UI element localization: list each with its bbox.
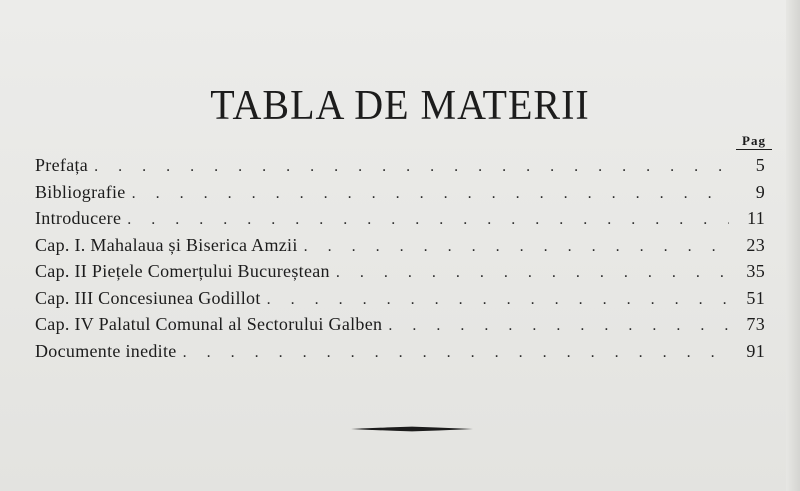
dot-leader	[388, 313, 729, 339]
toc-entry-chapter-3	[35, 285, 765, 312]
toc-entry-label: Prefața	[35, 155, 89, 175]
toc-entry-page: 73	[746, 314, 765, 334]
dot-leader	[127, 207, 729, 233]
toc-entry-bibliografie	[35, 179, 765, 206]
toc-entry-prefata	[35, 152, 765, 179]
dot-leader	[132, 181, 729, 207]
toc-entry-page: 51	[746, 287, 765, 308]
dot-leader	[336, 260, 729, 286]
toc-entry-label: Cap. II Piețele Comerțului Bucureștean	[35, 261, 330, 281]
toc-entry-page: 5	[755, 155, 765, 175]
table-of-contents	[35, 152, 765, 364]
dot-leader	[94, 154, 729, 180]
toc-entry-documente	[35, 338, 765, 365]
toc-entry-chapter-1	[35, 232, 765, 259]
toc-entry-label: Bibliografie	[35, 181, 126, 202]
dot-leader	[304, 234, 729, 260]
toc-entry-chapter-2	[35, 258, 765, 285]
toc-entry-label: Introducere	[35, 208, 122, 228]
dot-leader	[267, 287, 729, 313]
page-title: TABLA DE MATERII	[210, 81, 590, 129]
toc-entry-label: Cap. I. Mahalaua și Biserica Amzii	[35, 234, 298, 255]
toc-entry-label: Cap. IV Palatul Comunal al Sectorului Galben	[35, 314, 383, 334]
toc-entry-label: Documente inedite	[35, 340, 177, 361]
toc-entry-page: 9	[755, 181, 765, 202]
page-column-header: Pag	[736, 134, 772, 150]
toc-entry-page: 91	[746, 340, 765, 361]
toc-entry-page: 23	[746, 234, 765, 255]
page-edge-shadow	[786, 0, 800, 491]
ornament-rule	[351, 426, 473, 432]
toc-entry-page: 11	[747, 208, 765, 228]
dot-leader	[183, 340, 729, 366]
toc-entry-chapter-4	[35, 311, 765, 338]
toc-entry-page: 35	[746, 261, 765, 281]
toc-entry-label: Cap. III Concesiunea Godillot	[35, 287, 261, 308]
toc-entry-introducere	[35, 205, 765, 232]
